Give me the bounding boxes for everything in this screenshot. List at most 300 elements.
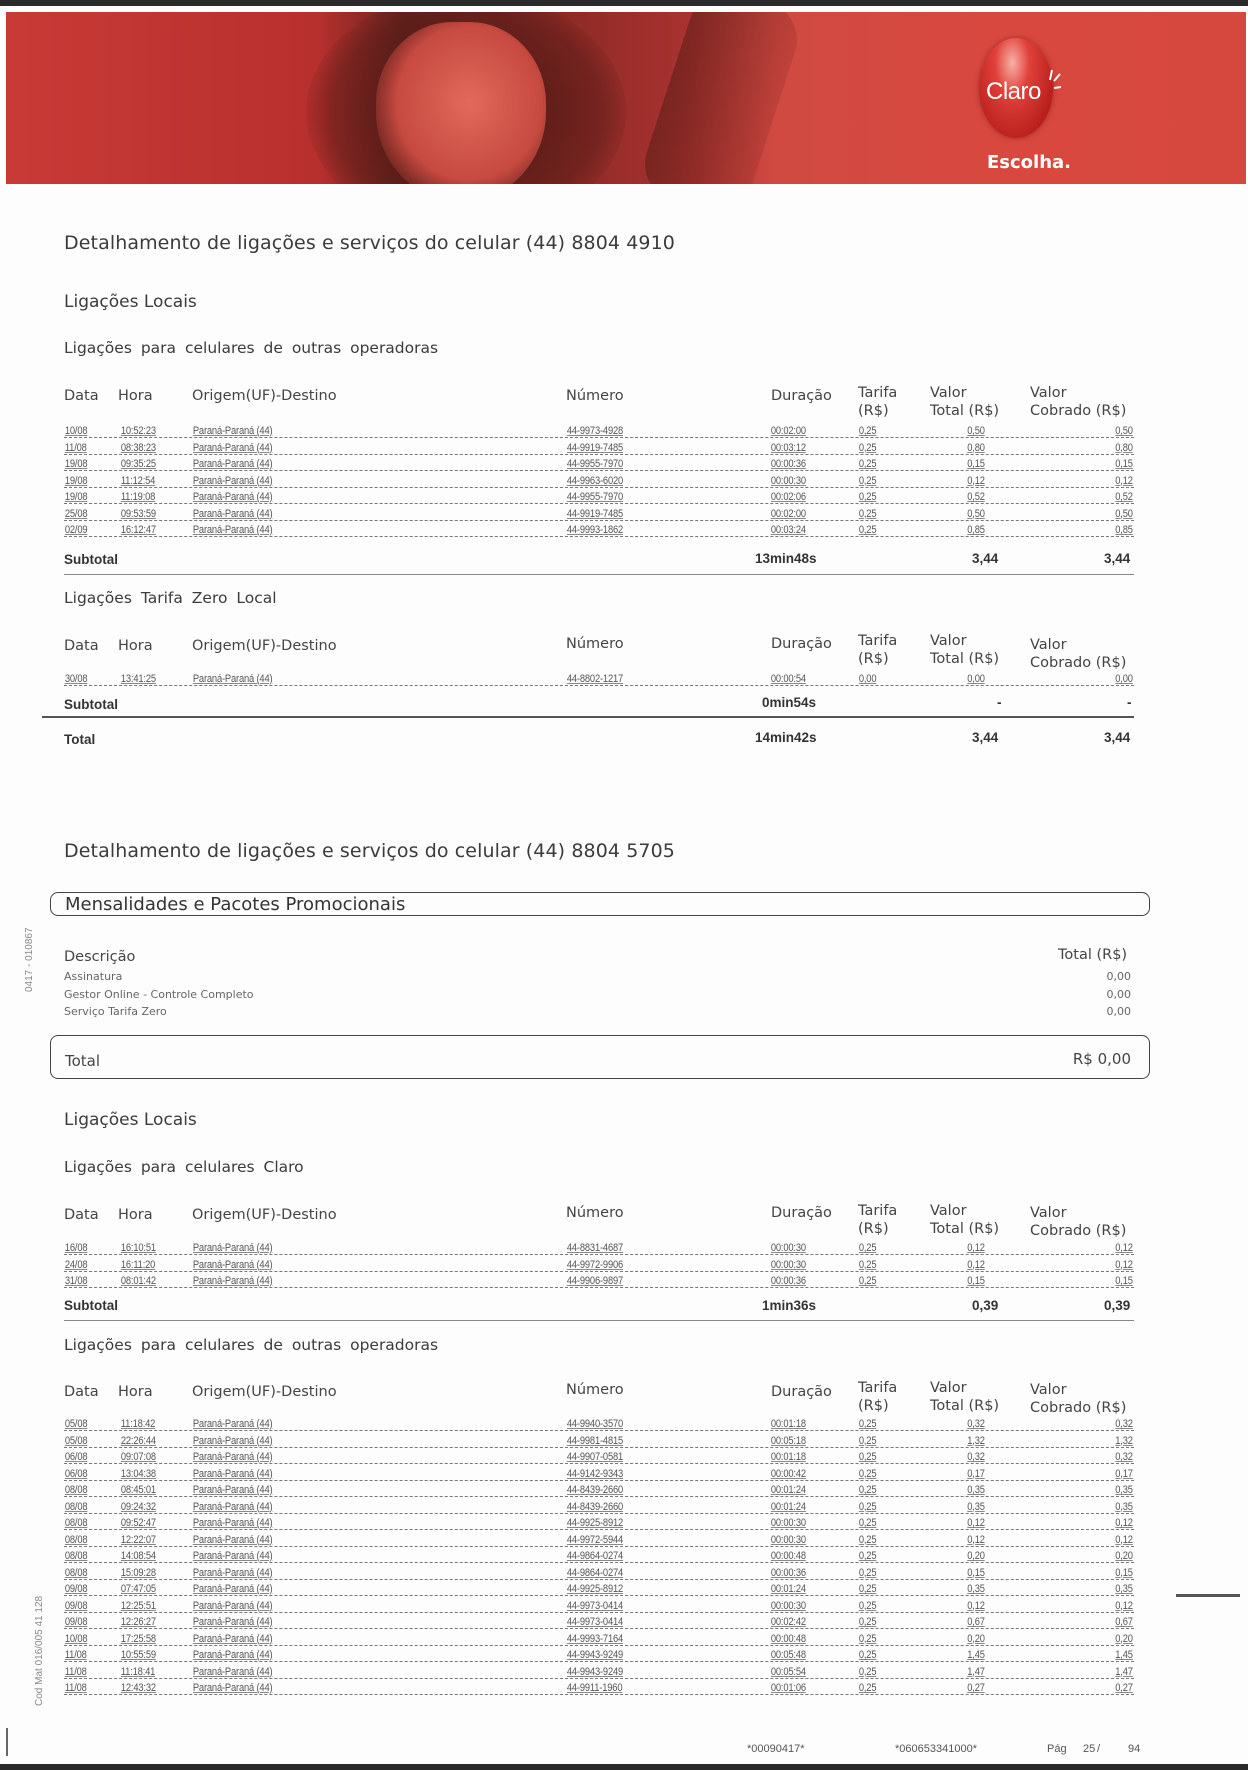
cell-number: 44-9955-7970 [566,491,624,503]
call-row [64,1666,1134,1681]
call-row [64,1534,1134,1549]
cell-rate: 0,25 [858,1632,877,1645]
mensalidades-total-value: R$ 0,00 [1072,1050,1131,1068]
cell-time: 12:25:51 [120,1599,156,1612]
cell-rate: 0,25 [858,1616,877,1628]
cell-charged: 0,50 [1115,507,1134,520]
cell-time: 09:53:59 [120,507,156,520]
col-vcob-l1: Valor [1030,637,1067,653]
service-item-value: 0,00 [1106,1005,1131,1018]
logo-rays-icon [1046,68,1062,94]
cell-date: 09/08 [64,1583,88,1595]
cell-time: 10:55:59 [120,1649,156,1661]
cell-time: 12:43:32 [120,1682,156,1694]
cell-charged: 0,00 [1115,673,1134,685]
cell-number: 44-9973-0414 [566,1599,624,1612]
s2-table2-title: Ligações para celulares de outras operadoras [64,1336,439,1354]
cell-rate: 0,25 [858,1533,877,1546]
call-row [64,491,1134,506]
footer-code-2: *060653341000* [895,1743,977,1755]
col-vcob-l2: Cobrado (R$) [1030,1223,1127,1239]
cell-charged: 0,12 [1115,1242,1134,1254]
footer-page-label: Pág [1047,1743,1067,1755]
cell-rate: 0,25 [858,1566,877,1579]
cell-number: 44-9981-4815 [566,1434,624,1447]
cell-charged: 0,35 [1115,1484,1134,1496]
cell-duration: 00:00:42 [770,1467,806,1480]
cell-number: 44-9943-9249 [566,1649,624,1661]
col-vcob-l2: Cobrado (R$) [1030,403,1127,419]
cell-charged: 0,12 [1115,1533,1134,1546]
mensalidades-total-label: Total [65,1052,101,1070]
cell-charged: 0,12 [1115,474,1134,487]
cell-duration: 00:02:00 [770,425,806,437]
cell-duration: 00:00:54 [770,673,806,685]
cell-duration: 00:02:42 [770,1616,806,1628]
s1-table2-title: Ligações Tarifa Zero Local [64,589,277,607]
cell-total: 0,15 [967,458,986,470]
cell-date: 06/08 [64,1467,88,1480]
col-tarifa-l1: Tarifa [858,1380,898,1396]
col-vtotal-l2: Total (R$) [930,403,1000,419]
col-tarifa-l2: (R$) [858,1398,889,1414]
cell-time: 16:10:51 [120,1242,156,1254]
cell-charged: 0,20 [1115,1550,1134,1562]
call-row [64,1468,1134,1483]
cell-origin-destination: Paraná-Paraná (44) [192,1533,273,1546]
cell-date: 08/08 [64,1533,88,1546]
footer-page-sep: / [1097,1743,1101,1755]
col-vtotal-l1: Valor [930,1203,967,1219]
cell-origin-destination: Paraná-Paraná (44) [192,524,273,536]
col-vcob-l1: Valor [1030,1382,1067,1398]
col-vcob-l2: Cobrado (R$) [1030,1400,1127,1416]
cell-time: 09:35:25 [120,458,156,470]
cell-number: 44-9955-7970 [566,458,624,470]
footer-page-total: 94 [1128,1743,1141,1755]
cell-charged: 0,15 [1115,458,1134,470]
cell-rate: 0,25 [858,474,877,487]
cell-date: 10/08 [64,425,88,437]
service-item-label: Serviço Tarifa Zero [64,1005,167,1018]
cell-charged: 0,12 [1115,1258,1134,1271]
cell-rate: 0,25 [858,524,877,536]
cell-date: 25/08 [64,507,88,520]
cell-rate: 0,25 [858,1550,877,1562]
cell-duration: 00:01:24 [770,1583,806,1595]
cell-origin-destination: Paraná-Paraná (44) [192,474,273,487]
cell-date: 11/08 [64,1665,87,1678]
cell-date: 24/08 [64,1258,88,1271]
col-origem: Origem(UF)-Destino [192,638,337,654]
cell-duration: 00:00:48 [770,1550,806,1562]
col-valor-cobrado [1030,1381,1126,1417]
col-valor-total [930,1202,999,1238]
col-valor-cobrado [1030,636,1126,672]
col-vtotal-l1: Valor [930,633,967,649]
cell-time: 09:07:08 [120,1451,156,1463]
col-hora: Hora [118,1207,153,1223]
cell-charged: 0,32 [1115,1451,1134,1463]
cell-origin-destination: Paraná-Paraná (44) [192,673,273,685]
total-rs-header: Total (R$) [1058,947,1128,963]
col-data: Data [64,1207,99,1223]
divider [64,1320,1134,1321]
col-numero: Número [566,1382,624,1398]
call-row [64,1567,1134,1582]
cell-date: 08/08 [64,1550,88,1562]
s1-total-valor: 3,44 [972,730,999,745]
cell-rate: 0,25 [858,441,877,454]
cell-rate: 0,25 [858,1258,877,1271]
col-tarifa [858,632,897,668]
cell-origin-destination: Paraná-Paraná (44) [192,1500,273,1513]
cell-total: 0,20 [967,1550,986,1562]
col-vcob-l1: Valor [1030,1205,1067,1221]
cell-date: 09/08 [64,1616,88,1628]
cell-origin-destination: Paraná-Paraná (44) [192,1467,273,1480]
cell-total: 0,12 [967,1599,986,1612]
cell-number: 44-9906-9897 [566,1275,624,1287]
col-valor-total [930,1379,999,1415]
footer-page-number: 25 [1083,1743,1096,1755]
cell-duration: 00:00:30 [770,1599,806,1612]
cell-rate: 0,25 [858,1500,877,1513]
cell-origin-destination: Paraná-Paraná (44) [192,1583,273,1595]
cell-date: 16/08 [64,1242,88,1254]
cell-total: 0,15 [967,1566,986,1579]
cell-date: 08/08 [64,1566,88,1579]
cell-time: 16:11:20 [120,1258,156,1271]
s1t2-subtotal-label: Subtotal [64,697,118,712]
cell-date: 08/08 [64,1517,88,1529]
service-item-value: 0,00 [1106,970,1131,983]
cell-date: 19/08 [64,458,88,470]
cell-total: 0,85 [967,524,986,536]
mensalidades-title: Mensalidades e Pacotes Promocionais [65,894,406,915]
call-row [64,1616,1134,1631]
s2-table1-title: Ligações para celulares Claro [64,1158,304,1176]
desc-header: Descrição [64,949,136,965]
col-duracao: Duração [771,388,832,404]
cell-charged: 0,67 [1115,1616,1134,1628]
cell-duration: 00:02:06 [770,491,806,503]
cell-origin-destination: Paraná-Paraná (44) [192,441,273,454]
side-code-bottom: Cod Mat 016/005 41 128 [34,1595,45,1706]
cell-total: 0,00 [967,673,986,685]
cell-number: 44-9919-7485 [566,441,624,454]
cell-date: 05/08 [64,1434,88,1447]
cell-rate: 0,25 [858,1599,877,1612]
cell-rate: 0,25 [858,1275,877,1287]
cell-duration: 00:00:36 [770,1566,806,1579]
col-duracao: Duração [771,1205,832,1221]
col-tarifa [858,1379,897,1415]
col-origem: Origem(UF)-Destino [192,1384,337,1400]
cell-origin-destination: Paraná-Paraná (44) [192,1649,273,1661]
col-vtotal-l1: Valor [930,385,967,401]
s2t1-subtotal-label: Subtotal [64,1298,118,1313]
brand-logo-text: Claro [986,78,1041,105]
cell-charged: 0,27 [1115,1682,1134,1694]
cell-number: 44-8439-2660 [566,1500,624,1513]
cell-rate: 0,25 [858,1517,877,1529]
cell-rate: 0,00 [858,673,877,685]
cell-time: 09:24:32 [120,1500,156,1513]
call-row [64,442,1134,457]
cell-origin-destination: Paraná-Paraná (44) [192,491,273,503]
cell-total: 0,12 [967,1258,986,1271]
mensalidades-header-box [50,892,1150,916]
cell-charged: 1,47 [1115,1665,1134,1678]
divider [64,574,1134,575]
cell-duration: 00:02:00 [770,507,806,520]
call-row [64,1517,1134,1532]
cell-charged: 0,50 [1115,425,1134,437]
cell-rate: 0,25 [858,1484,877,1496]
cell-origin-destination: Paraná-Paraná (44) [192,1566,273,1579]
call-row [64,1451,1134,1466]
cell-date: 10/08 [64,1632,88,1645]
cell-rate: 0,25 [858,491,877,503]
cell-origin-destination: Paraná-Paraná (44) [192,1517,273,1529]
margin-mark [6,1728,8,1756]
cell-origin-destination: Paraná-Paraná (44) [192,425,273,437]
header-banner [6,12,1246,184]
cell-duration: 00:05:54 [770,1665,806,1678]
cell-charged: 0,35 [1115,1583,1134,1595]
col-numero: Número [566,1205,624,1221]
call-row [64,475,1134,490]
call-row [64,1649,1134,1664]
cell-rate: 0,25 [858,1682,877,1694]
col-valor-total [930,632,999,668]
call-row [64,1259,1134,1274]
call-row [64,1583,1134,1598]
cell-number: 44-9925-8912 [566,1517,624,1529]
cell-date: 08/08 [64,1484,88,1496]
cell-origin-destination: Paraná-Paraná (44) [192,1484,273,1496]
col-data: Data [64,388,99,404]
invoice-page [0,6,1248,1764]
cell-date: 05/08 [64,1418,88,1430]
cell-total: 0,15 [967,1275,986,1287]
service-item-label: Gestor Online - Controle Completo [64,987,254,1001]
cell-origin-destination: Paraná-Paraná (44) [192,1258,273,1271]
call-row [64,1418,1134,1433]
call-row [64,1435,1134,1450]
banner-photo-arm [635,12,808,184]
cell-total: 0,32 [967,1418,986,1430]
cell-time: 12:22:07 [120,1533,156,1546]
col-tarifa-l1: Tarifa [858,633,898,649]
cell-total: 0,50 [967,507,986,520]
s1t1-subtotal-cobrado: 3,44 [1104,551,1131,566]
col-valor-total [930,384,999,420]
col-vtotal-l1: Valor [930,1380,967,1396]
cell-number: 44-9919-7485 [566,507,624,520]
cell-total: 1,32 [967,1434,986,1447]
cell-rate: 0,25 [858,458,877,470]
cell-origin-destination: Paraná-Paraná (44) [192,458,273,470]
cell-number: 44-9925-8912 [566,1583,624,1595]
cell-charged: 0,17 [1115,1467,1134,1480]
cell-duration: 00:03:24 [770,524,806,536]
cell-number: 44-8831-4687 [566,1242,624,1254]
cell-total: 0,32 [967,1451,986,1463]
cell-total: 1,45 [967,1649,986,1661]
cell-total: 0,35 [967,1583,986,1595]
cell-date: 08/08 [64,1500,88,1513]
s2t1-subtotal-duracao: 1min36s [762,1298,817,1313]
cell-charged: 0,15 [1115,1275,1134,1287]
cell-charged: 0,20 [1115,1632,1134,1645]
cell-date: 11/08 [64,1682,87,1694]
cell-date: 11/08 [64,441,87,454]
col-hora: Hora [118,1384,153,1400]
s1-total-cobrado: 3,44 [1104,730,1131,745]
cell-total: 0,35 [967,1484,986,1496]
cell-charged: 0,12 [1115,1599,1134,1612]
cell-origin-destination: Paraná-Paraná (44) [192,1682,273,1694]
cell-duration: 00:00:48 [770,1632,806,1645]
cell-duration: 00:01:18 [770,1418,806,1430]
cell-number: 44-9973-0414 [566,1616,624,1628]
col-valor-cobrado [1030,1204,1126,1240]
cell-rate: 0,25 [858,1451,877,1463]
cell-date: 19/08 [64,474,88,487]
cell-number: 44-9864-0274 [566,1566,624,1579]
col-vcob-l2: Cobrado (R$) [1030,655,1127,671]
cell-time: 11:18:41 [120,1665,156,1678]
section2-group-title: Ligações Locais [64,1110,197,1130]
col-vcob-l1: Valor [1030,385,1067,401]
section2-title: Detalhamento de ligações e serviços do celular (44) 8804 5705 [64,840,675,862]
col-numero: Número [566,388,624,404]
cell-date: 02/09 [64,524,88,536]
col-valor-cobrado [1030,384,1126,420]
cell-charged: 0,85 [1115,524,1134,536]
col-data: Data [64,638,99,654]
call-row [64,1484,1134,1499]
cell-charged: 0,80 [1115,441,1134,454]
cell-duration: 00:01:24 [770,1484,806,1496]
call-row [64,1600,1134,1615]
cell-total: 0,67 [967,1616,986,1628]
col-vtotal-l2: Total (R$) [930,1398,1000,1414]
section1-title: Detalhamento de ligações e serviços do celular (44) 8804 4910 [64,232,675,254]
cell-charged: 1,32 [1115,1434,1134,1447]
s1t2-subtotal-duracao: 0min54s [762,695,817,710]
cell-number: 44-9142-9343 [566,1467,624,1480]
col-tarifa-l1: Tarifa [858,1203,898,1219]
cell-duration: 00:00:30 [770,474,806,487]
call-row [64,1242,1134,1257]
cell-date: 11/08 [64,1649,87,1661]
cell-time: 13:41:25 [120,673,156,685]
cell-total: 0,27 [967,1682,986,1694]
col-hora: Hora [118,638,153,654]
col-tarifa-l2: (R$) [858,403,889,419]
call-row [64,673,1134,688]
cell-time: 13:04:38 [120,1467,156,1480]
col-vtotal-l2: Total (R$) [930,651,1000,667]
edge-mark [1176,1594,1240,1597]
cell-total: 0,20 [967,1632,986,1645]
cell-rate: 0,25 [858,1583,877,1595]
cell-duration: 00:01:24 [770,1500,806,1513]
cell-charged: 1,45 [1115,1649,1134,1661]
col-duracao: Duração [771,636,832,652]
cell-time: 07:47:05 [120,1583,156,1595]
footer-code-1: *00090417* [747,1743,805,1755]
s1-table1-title: Ligações para celulares de outras operadoras [64,339,439,357]
cell-rate: 0,25 [858,507,877,520]
cell-duration: 00:05:48 [770,1649,806,1661]
cell-time: 17:25:58 [120,1632,156,1645]
cell-origin-destination: Paraná-Paraná (44) [192,1632,273,1645]
cell-number: 44-9943-9249 [566,1665,624,1678]
s1t1-subtotal-duracao: 13min48s [755,551,817,566]
col-hora: Hora [118,388,153,404]
cell-total: 0,12 [967,474,986,487]
mensalidades-total-box [50,1035,1150,1079]
cell-time: 14:08:54 [120,1550,156,1562]
cell-time: 11:12:54 [120,474,156,487]
cell-origin-destination: Paraná-Paraná (44) [192,1242,273,1254]
cell-rate: 0,25 [858,1418,877,1430]
col-origem: Origem(UF)-Destino [192,1207,337,1223]
s1-total-duracao: 14min42s [755,730,817,745]
cell-duration: 00:03:12 [770,441,806,454]
cell-rate: 0,25 [858,1434,877,1447]
call-row [64,1633,1134,1648]
s1t2-subtotal-total: - [997,695,1002,710]
col-data: Data [64,1384,99,1400]
service-item-label: Assinatura [64,970,123,983]
cell-rate: 0,25 [858,1665,877,1678]
s2t1-subtotal-total: 0,39 [972,1298,999,1313]
cell-origin-destination: Paraná-Paraná (44) [192,1418,273,1430]
cell-time: 22:26:44 [120,1434,156,1447]
cell-origin-destination: Paraná-Paraná (44) [192,507,273,520]
col-tarifa [858,384,897,420]
call-row [64,1550,1134,1565]
brand-slogan: Escolha. [987,152,1072,173]
cell-number: 44-9963-6020 [566,474,624,487]
cell-date: 31/08 [64,1275,88,1287]
cell-number: 44-9864-0274 [566,1550,624,1562]
cell-duration: 00:05:18 [770,1434,806,1447]
cell-number: 44-9973-4928 [566,425,624,437]
cell-origin-destination: Paraná-Paraná (44) [192,1434,273,1447]
s1-total-label: Total [64,732,96,747]
cell-number: 44-8802-1217 [566,673,624,685]
cell-charged: 0,32 [1115,1418,1134,1430]
call-row [64,508,1134,523]
cell-total: 0,35 [967,1500,986,1513]
cell-charged: 0,52 [1115,491,1134,503]
s1t2-subtotal-cobrado: - [1127,695,1132,710]
cell-duration: 00:00:30 [770,1242,806,1254]
col-vtotal-l2: Total (R$) [930,1221,1000,1237]
cell-duration: 00:01:18 [770,1451,806,1463]
call-row [64,458,1134,473]
cell-number: 44-9993-1862 [566,524,624,536]
call-row [64,1501,1134,1516]
cell-time: 10:52:23 [120,425,156,437]
total-divider [42,716,1134,718]
